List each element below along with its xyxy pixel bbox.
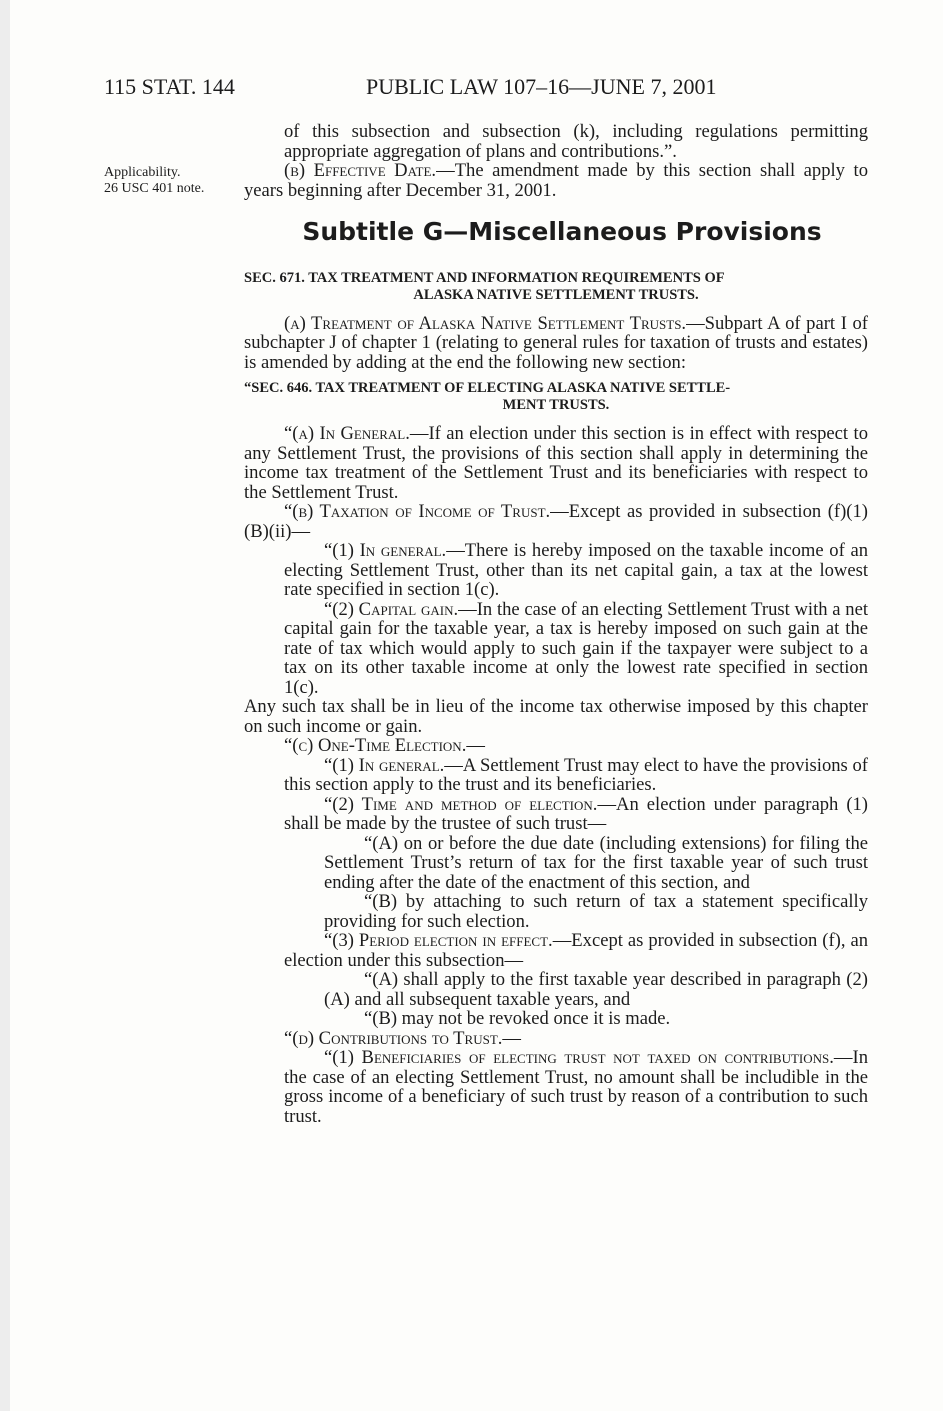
- paragraph-c2a: “(A) on or before the due date (including extensions) for filing the Settlement Trust’s return of tax for the first taxable year of such trust ending after the date of the enactment of this section, and: [324, 832, 868, 893]
- text-b: —Except as provided in subsection (f)(1)(B)(ii)—: [244, 501, 868, 542]
- paragraph-effective-date: [244, 161, 868, 200]
- paragraph-c3a: “(A) shall apply to the first taxable year described in paragraph (2)(A) and all subsequent taxable years, and: [324, 969, 868, 1010]
- paragraph-c2: [284, 795, 868, 834]
- paragraph-c3: [284, 931, 868, 970]
- section-646-heading: [244, 380, 868, 414]
- section-671-heading: [244, 270, 868, 304]
- heading-c1: “(1) In general.: [324, 754, 445, 776]
- heading-b1: “(1) In general.: [324, 540, 447, 561]
- text-c: —: [466, 735, 485, 756]
- text-a: —Subpart A of part I of subchapter J of chapter 1 (relating to general rules for taxation of trusts and estates) is amended by adding at the end the following new section:: [244, 312, 868, 373]
- paragraph-any-such-tax: Any such tax shall be in lieu of the income tax otherwise imposed by this chapter on such income or gain.: [244, 696, 868, 737]
- paragraph-c2b: “(B) by attaching to such return of tax a statement specifically providing for such election.: [324, 891, 868, 932]
- paragraph-a: [244, 314, 868, 373]
- heading-d: “(d) Contributions to Trust.: [284, 1027, 503, 1049]
- text-c1: —A Settlement Trust may elect to have the provisions of this section apply to the trust and its beneficiaries.: [284, 754, 869, 795]
- paragraph-b2: [284, 600, 868, 698]
- paragraph-c1: [284, 756, 868, 795]
- paragraph-b1: [284, 541, 868, 600]
- paragraph-d1: [284, 1048, 868, 1126]
- section-671-line1: SEC. 671. TAX TREATMENT AND INFORMATION REQUIREMENTS OF: [244, 269, 725, 286]
- running-head: [104, 74, 874, 104]
- heading-d1: “(1) Beneficiaries of electing trust not taxed on contributions.: [324, 1047, 834, 1068]
- public-law-heading: PUBLIC LAW 107–16—JUNE 7, 2001: [366, 74, 717, 99]
- heading-c: “(c) One-Time Election.: [284, 735, 467, 756]
- margin-note-applicability: Applicability.: [104, 165, 181, 180]
- margin-note-usc: 26 USC 401 note.: [104, 181, 205, 196]
- text-d: —: [502, 1027, 522, 1049]
- paragraph-b: [244, 502, 868, 541]
- paragraph-d: [244, 1029, 868, 1049]
- text-c3: —Except as provided in subsection (f), an election under this subsection—: [284, 930, 868, 971]
- heading-c3: “(3) Period election in effect.: [324, 930, 553, 951]
- heading-b: “(b) Taxation of Income of Trust.: [284, 501, 551, 522]
- text-in-general: —If an election under this section is in effect with respect to any Settlement Trust, the provisions of this section shall apply in determining the income tax treatment of the Settlement Trust and its beneficiaries with respect to the Settlement Trust.: [244, 423, 868, 503]
- section-646-line1: “SEC. 646. TAX TREATMENT OF ELECTING ALASKA NATIVE SETTLE-: [244, 380, 731, 396]
- text-effective-date: —The amendment made by this section shall apply to years beginning after December 31, 2001.: [244, 160, 868, 201]
- body-text: [244, 122, 868, 1126]
- paragraph-c3b: “(B) may not be revoked once it is made.: [364, 1008, 671, 1029]
- text-c2: —An election under paragraph (1) shall be made by the trustee of such trust—: [284, 793, 869, 834]
- text-d1: —In the case of an electing Settlement Trust, no amount shall be includible in the gross income of a beneficiary of such trust by reason of a contribution to such trust.: [284, 1047, 868, 1127]
- paragraph-continuation: of this subsection and subsection (k), including regulations permitting appropriate aggregation of plans and contributions.”.: [284, 121, 868, 162]
- text-b1: —There is hereby imposed on the taxable income of an electing Settlement Trust, other than its net capital gain, a tax at the lowest rate specified in section 1(c).: [284, 540, 868, 600]
- statute-page-number: 115 STAT. 144: [104, 74, 235, 99]
- text-b2: —In the case of an electing Settlement Trust with a net capital gain for the taxable year, a tax is hereby imposed on such gain at the rate of tax which would apply to such gain if the taxpayer were subject to a tax on its other taxable income at only the lowest rate specified in section 1(c).: [284, 598, 868, 698]
- heading-effective-date: (b) Effective Date.: [284, 160, 437, 181]
- heading-c2: “(2) Time and method of election.: [324, 793, 598, 815]
- scan-edge: [0, 0, 10, 1411]
- paragraph-c: [244, 736, 868, 756]
- section-671-line2: ALASKA NATIVE SETTLEMENT TRUSTS.: [413, 286, 699, 303]
- subtitle-heading: Subtitle G—Miscellaneous Provisions: [302, 217, 822, 246]
- section-646-line2: MENT TRUSTS.: [502, 397, 610, 413]
- heading-a: (a) Treatment of Alaska Native Settlement Trusts.: [284, 312, 687, 334]
- paragraph-in-general: [244, 424, 868, 502]
- heading-in-general: “(a) In General.: [284, 423, 410, 444]
- heading-b2: “(2) Capital gain.: [324, 598, 459, 620]
